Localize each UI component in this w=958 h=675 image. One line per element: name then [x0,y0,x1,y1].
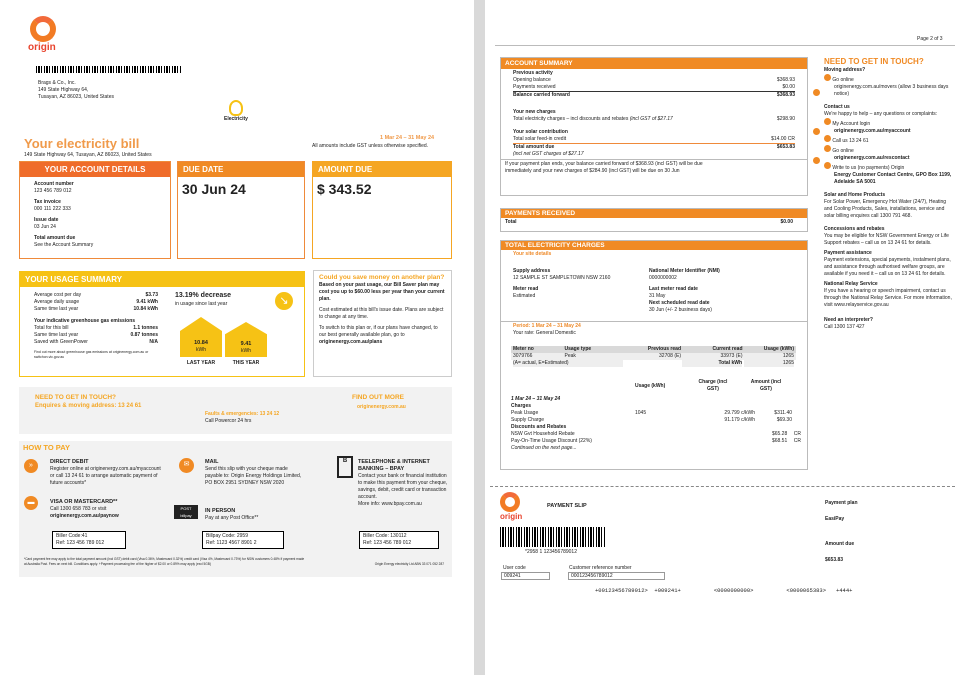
amount-due-panel: AMOUNT DUE $ 343.52 [312,161,452,259]
bill-address: 149 State Highway 64, Tusayan, AZ 86023, United States [24,152,152,158]
info-icon[interactable] [813,89,820,96]
credit-card-icon: ▬ [24,496,38,510]
user-code-label: User code [503,565,526,571]
charges-table: 1 Mar 24 – 31 May 24 Charges Peak Usage 1045 29.799 c/kWh $311.40 Supply Charge 91.179 c/kWh $69.30 Discounts and Rebates NSW Gvt Household Rebate $65.28 CR Pay-On-Time Usage Discount (22%) $68.51 CR Continued on the next page... [511,396,801,451]
how-to-pay-panel: HOW TO PAY » DIRECT DEBIT Register online at originenergy.com.au/myaccount or call 13 24 61 to arrange automatic payment of future accounts* ▬ VISA OR MASTERCARD** Call 1300 658 783 or visit originenergy.com.au/paynow Biller Code:41 Ref: 123 456 789 012 ✉ MAIL Send this slip with your cheque made payable to: Origin Energy Holdings Limited, PO BOX 2951 SYDNEY NSW 2020 POST billpay IN PERSON Pay at any Post Office** Billpay Code: 2959 Ref: 1123 4567 8901 2 B TEELEPHONE & INTERNET BANKING – BPAY Contact your bank or financial institution to make this payment from your cheque, savings, debit, credit card or transaction account. More info: www.bpay.com.au Biller Code: 130112 Ref: 123 456 789 012 *Card payment fee may apply to the total payment amount (incl GST) debit card (Visa 0.36%, Mastercard 0.32%) credit card (Visa 4%, Mastercard 0.73%) for NSW customers 0.48% if payment made at Australia Post. Fees on next bill. Conditions apply. +Payment processing fee of the higher of $2.00 or 0.89% may apply (excl 5GB) Origin Energy electricity Ltd ABN 33 071 052 287 [19,441,452,577]
bill-page-2 [485,0,958,675]
slip-amount: $653.83 [825,557,844,563]
payment-footnote: *Card payment fee may apply to the total payment amount (incl GST) debit card (Visa 0.36%, Mastercard 0.32%) credit card (Visa 4%, Mastercard 0.73%) for NSW customers 0.48% if payment made at Australia Post. Fees on next bill. Conditions apply. +Payment processing fee of the higher of $2.00 or 0.89% may apply (excl 5GB) Origin Energy electricity Ltd ABN 33 071 052 287 [24,557,444,566]
crn-label: Customer reference number [569,565,632,571]
barcode-text: *2958 1 123456789012 [525,549,577,555]
plan-value: EasiPay [825,516,845,522]
online-icon [824,145,831,152]
account-summary-panel: ACCOUNT SUMMARY Previous activity Opening balance $368.93 Payments received $0.00 Balance carried forward $368.93 Your new charges Total electricity charges – incl discounts and rebates (incl GST of $27.17 $298.90 Your solar contribution Total solar feed-in credit $14.00 CR Total amount due $653.83 (incl net GST charges of $27.17 If your payment plan ends, your balance carried forward of $368.93 (incl GST) will be due immediately and your new charges of $284.90 (incl GST) will be due on 30 Jun [500,57,808,196]
plan-label: Payment plan [825,500,858,506]
payments-received-panel: PAYMENTS RECEIVED Total $0.00 [500,208,808,232]
usage-summary-panel: YOUR USAGE SUMMARY Average cost per day $3.73 Average daily usage 9.41 kWh Same time last year 10.84 kWh Your indicative greenhouse gas emissions Total for this bill 1.1 tonnes Same time last year 0.87 tonnes Saved with GreenPower N/A Find out more about greenhouse gas emissions at originenergy.com.au or switchon.vic.gov.au 13.19% decrease in usage since last year ↘ 10.84 kWh LAST YEAR 9.41 kWh THIS YEAR [19,271,305,377]
postal-barcode [36,66,182,73]
contact-column: NEED TO GET IN TOUCH? Moving address? Go online originenergy.com.au/movers (allow 3 business days notice) Contact us We're happy to help – any questions or complaints: My Account login originenergy.com.au/myaccount Call us 13 24 61 Go online originenergy.com.au/rescontact Write to us (no payments) Origin Energy Customer Contact Centre, GPO Box 1199, Adelaide SA 5001 Solar and Home Products For Solar Power, Emergency Hot Water (24/7), Heating and Cooling Products, Sales, installations, service and solar billing enquires call 1300 791 468. Concessions and rebates You may be eligible for NSW Government Energy or Life Support rebates – call us on 13 24 61 for details. Payment assistance Payment extensions, special payments, instalment plans, and assistance through authorised welfare groups, are available if you need it – call us on 13 24 61 for details. National Relay Service If you have a hearing or speech impairment, contact us through the National Relay Service. For more information, visit www.relayservice.gov.au Need an interpreter? Call 1300 137 427 [824,57,952,330]
tear-line [490,486,955,487]
slip-origin-logo: origin [500,492,522,521]
user-code-field: 009241 [501,572,550,580]
crn-field: 000123456789012 [568,572,665,580]
decrease-arrow-icon: ↘ [275,292,293,310]
recipient-address: Brags & Co., Inc. 149 State Highway 64, Tusayan, AZ 86023, United States [38,80,114,100]
phone-icon [824,135,831,142]
save-money-panel: Could you save money on another plan? Based on your past usage, our Bill Saver plan may cost you up to $60.00 less per year than your current plan. Cost estimated at this bill's issue date. Plans are subject to change at any time. To switch to this plan or, if our plans have changed, to our best generally available plan, go to originenergy.com.au/plans [313,270,452,377]
slip-amount-label: Amount due [825,541,855,547]
bill-title: Your electricity bill [24,136,140,151]
micr-line: +00123456789012> +009241+ <0000000000> <0000065383> +444+ [595,587,853,594]
meter-read-table: Meter no Usage type Previous read Current read Usage (kWh) 3079766 Peak 32708 (E) 33973 (E) 1265 (A= actual, E=Estimated) Total kWh 1265 [513,346,794,366]
mail-icon: ✉ [179,458,194,473]
due-date-panel: DUE DATE 30 Jun 24 [177,161,305,259]
post-billpay-icon: POST billpay [174,505,198,519]
slip-title: PAYMENT SLIP [547,503,587,509]
account-login-icon [824,118,831,125]
biller-code-box-1: Biller Code:41 Ref: 123 456 789 012 [52,531,126,549]
page-number: Page 2 of 3 [917,36,943,42]
origin-website-link[interactable]: originenergy.com.au [357,404,406,410]
account-details-panel: YOUR ACCOUNT DETAILS Account number 123 456 789 012 Tax invoice 000 111 222 333 Issue date 03 Jun 24 Total amount due See the Account Summary [19,161,171,259]
info-icon[interactable] [813,157,820,164]
write-icon [824,162,831,169]
gst-note: All amounts include GST unless otherwise specified. [312,143,429,149]
biller-code-box-2: Billpay Code: 2959 Ref: 1123 4567 8901 2 [202,531,284,549]
bpay-icon: B [337,456,353,478]
bill-period: 1 Mar 24 – 31 May 24 [380,135,435,141]
electricity-charges-panel: TOTAL ELECTRICITY CHARGES Your site details Supply address 12 SAMPLE ST SAMPLETOWN NSW 2160 Meter read Estimated National Meter Identifier (NMI) 0000000002 Last meter read date 31 May Next scheduled read date 30 Jun (+/- 2 business days) Period: 1 Mar 24 – 31 May 24 Your rate: General Domestic Meter no Usage type Previous read Current read Usage (kWh) 3079766 Peak 32708 (E) 33973 (E) 1265 (A= actual, E=Estimated) Total kWh 1265 Usage (kWh) Charge (incl GST) Amount (incl GST) 1 Mar 24 – 31 May 24 Charges Peak Usage 1045 29.799 c/kWh $311.40 Supply Charge 91.179 c/kWh $69.30 Discounts and Rebates NSW Gvt Household Rebate $65.28 CR Pay-On-Time Usage Discount (22%) $68.51 CR Continued on the next page... [500,240,808,470]
origin-logo: origin [28,16,56,53]
direct-debit-icon: » [24,459,38,473]
plans-link[interactable]: originenergy.com.au/plans [319,339,383,345]
lightbulb-icon [229,100,243,116]
bill-page-1 [0,0,474,675]
info-icon[interactable] [813,128,820,135]
slip-barcode [500,527,606,547]
contact-strip: NEED TO GET IN TOUCH? Enquires & moving address: 13 24 61 Faults & emergencies: 13 24 12 Call Powercor 24 hrs FIND OUT MORE originenergy.com.au [19,387,452,434]
electricity-badge: Electricity [224,100,248,123]
biller-code-box-3: Biller Code: 130112 Ref: 123 456 789 012 [359,531,439,549]
